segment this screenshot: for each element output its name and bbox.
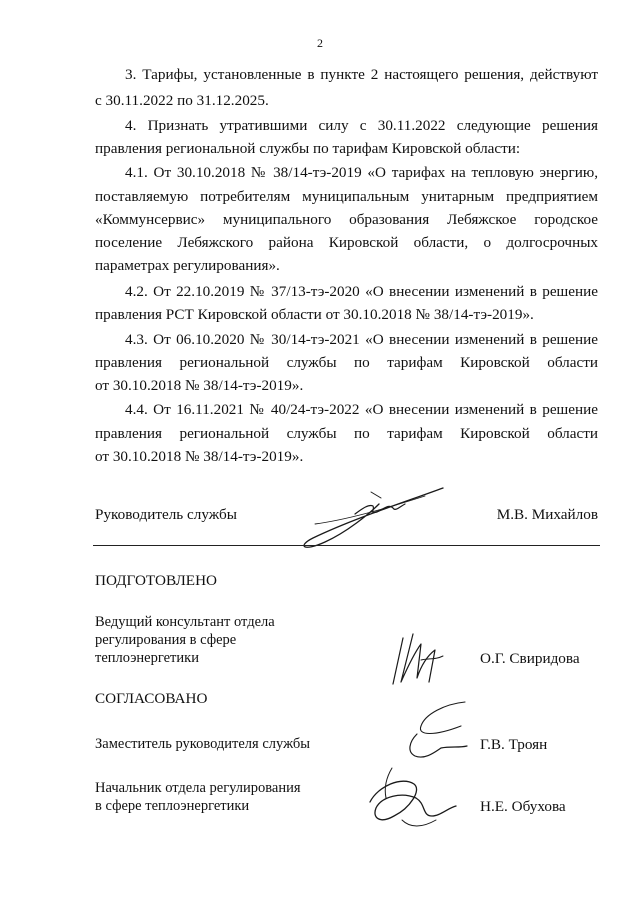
paragraph-4-line-1: 4. Признать утратившими силу с 30.11.2022 следующие решения — [125, 117, 598, 134]
deputy-name: Г.В. Троян — [480, 736, 548, 753]
item-4-4-line-1: 4.4. От 16.11.2021 № 40/24-тэ-2022 «О внесении изменений в решение — [125, 401, 598, 418]
deputy-signature-icon — [395, 696, 475, 766]
chief-role-line-2: в сфере теплоэнергетики — [95, 798, 250, 814]
paragraph-3-line-1: 3. Тарифы, установленные в пункте 2 настоящего решения, действуют — [125, 66, 598, 83]
head-name: М.В. Михайлов — [496, 506, 598, 523]
item-4-4-line-2: правления региональной службы по тарифам Кировской области — [95, 425, 598, 442]
item-4-1-line-4: поселение Лебяжского района Кировской области, о долгосрочных — [95, 234, 598, 251]
item-4-1-line-5: параметрах регулирования». — [95, 257, 280, 274]
item-4-1-line-1: 4.1. От 30.10.2018 № 38/14-тэ-2019 «О тарифах на тепловую энергию, — [125, 164, 598, 181]
prepared-heading: ПОДГОТОВЛЕНО — [95, 572, 218, 589]
item-4-1-line-2: поставляемую потребителям муниципальным унитарным предприятием — [95, 188, 598, 205]
chief-name: Н.Е. Обухова — [480, 798, 566, 815]
paragraph-3-line-2: с 30.11.2022 по 31.12.2025. — [95, 92, 269, 109]
item-4-2-line-1: 4.2. От 22.10.2019 № 37/13-тэ-2020 «О внесении изменений в решение — [125, 283, 598, 300]
prepared-role-line-1: Ведущий консультант отдела — [95, 614, 275, 630]
prepared-role-line-3: теплоэнергетики — [95, 650, 199, 666]
item-4-3-line-1: 4.3. От 06.10.2020 № 30/14-тэ-2021 «О внесении изменений в решение — [125, 331, 598, 348]
agreed-heading: СОГЛАСОВАНО — [95, 690, 208, 707]
item-4-3-line-2: правления региональной службы по тарифам Кировской области — [95, 354, 598, 371]
prepared-name: О.Г. Свиридова — [480, 650, 580, 667]
paragraph-4-line-2: правления региональной службы по тарифам Кировской области: — [95, 140, 521, 157]
head-signature-icon — [285, 484, 455, 554]
divider-line — [93, 545, 600, 546]
item-4-3-line-3: от 30.10.2018 № 38/14-тэ-2019». — [95, 377, 304, 394]
item-4-4-line-3: от 30.10.2018 № 38/14-тэ-2019». — [95, 448, 304, 465]
prepared-role-line-2: регулирования в сфере — [95, 632, 237, 648]
prepared-signature-icon — [385, 630, 455, 690]
page-number: 2 — [317, 36, 323, 50]
chief-signature-icon — [362, 758, 462, 838]
head-role: Руководитель службы — [95, 506, 237, 523]
chief-role-line-1: Начальник отдела регулирования — [95, 780, 301, 796]
item-4-2-line-2: правления РСТ Кировской области от 30.10.2018 № 38/14-тэ-2019». — [95, 306, 534, 323]
item-4-1-line-3: «Коммунсервис» муниципального образования Лебяжское городское — [95, 211, 598, 228]
deputy-role: Заместитель руководителя службы — [95, 736, 311, 752]
